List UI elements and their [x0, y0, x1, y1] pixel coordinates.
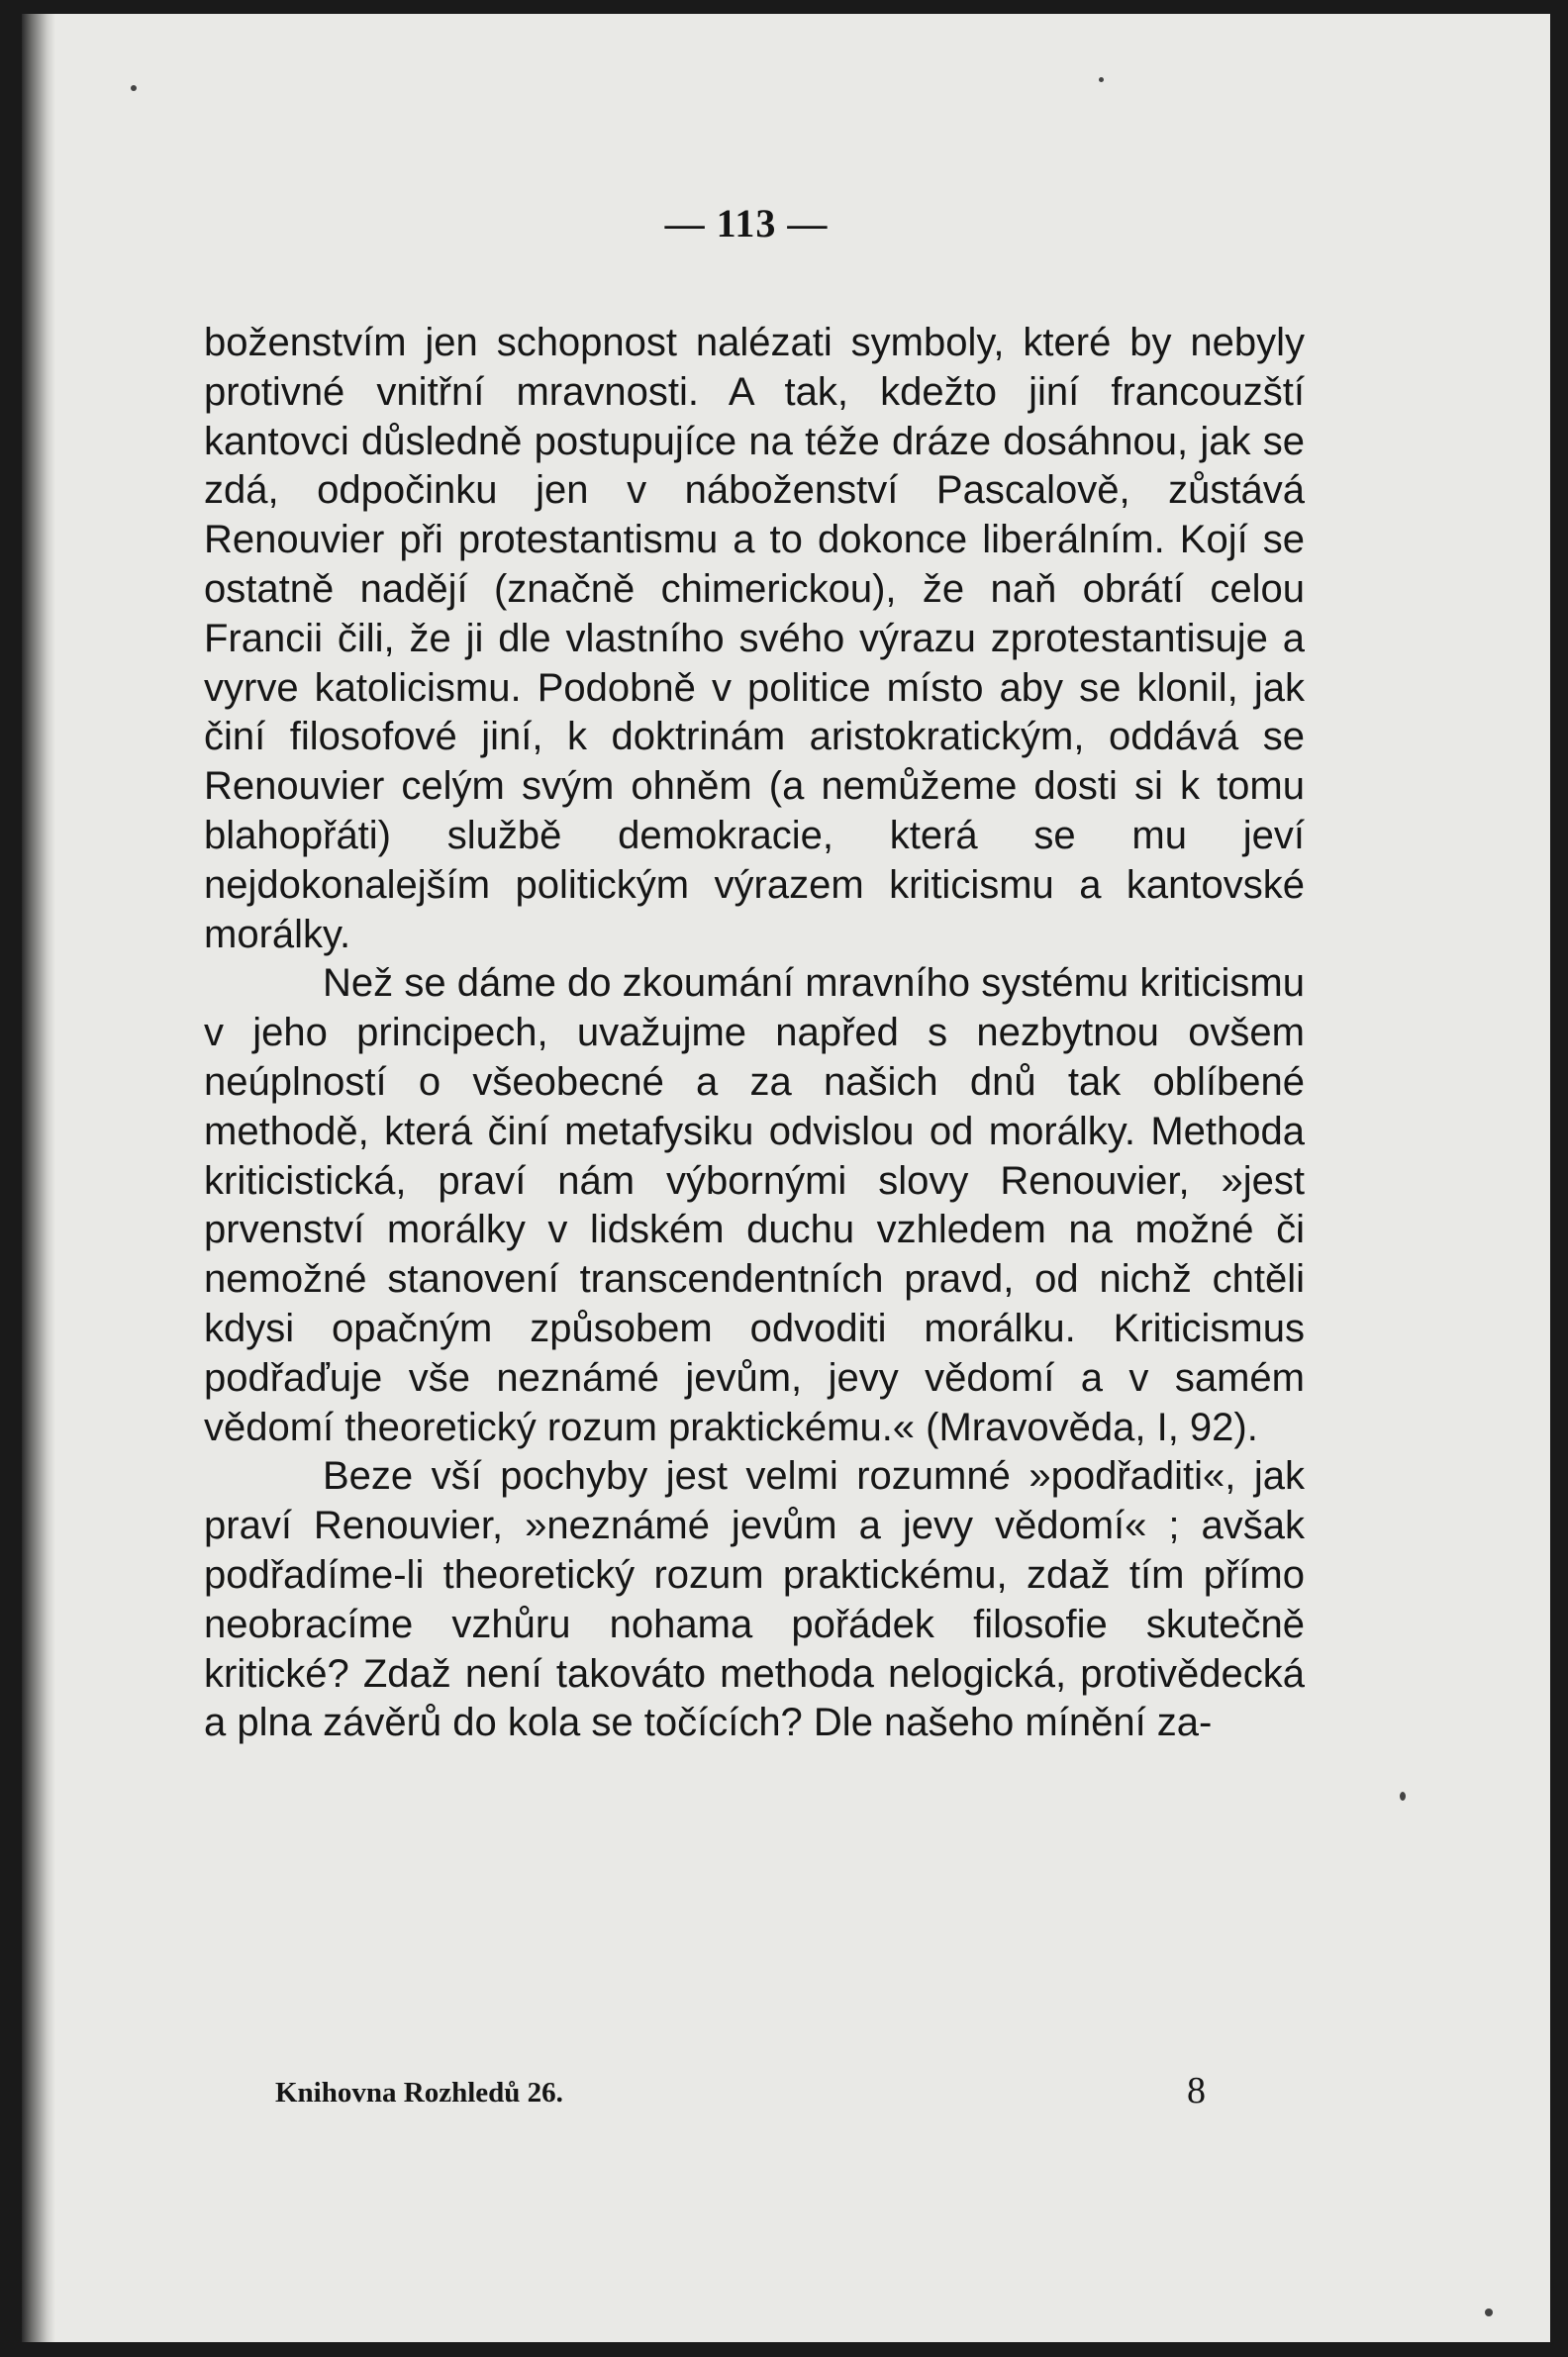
signature-mark: 8 [1187, 2070, 1206, 2111]
paper-speck [1485, 2308, 1493, 2316]
paragraph-2: Než se dáme do zkoumání mravního systému kriticismu v jeho principech, uvažujme napřed s nezbytnou ovšem neúplností o všeobecné a za našich dnů tak oblíbené methodě, která činí metafysiku odvislou od morálky. Methoda kriticistická, praví nám výbornými slovy Renouvier, »jest prvenství morálky v lidském duchu vzhledem na možné či nemožné stanovení transcendentních pravd, od nichž chtěli kdysi opačným způsobem odvoditi morálku. Kriticismus podřaďuje vše neznámé jevům, jevy vědomí a v samém vědomí theoretický rozum praktickému.« (Mravověda, I, 92). [204, 961, 1305, 1449]
page-number: — 113 — [664, 201, 829, 246]
paragraph-3: Beze vší pochyby jest velmi rozumné »podřaditi«, jak praví Renouvier, »neznámé jevům a jevy vědomí« ; avšak podřadíme-li theoretický rozum praktickému, zdaž tím přímo neobracíme vzhůru nohama pořádek filosofie skutečně kritické? Zdaž není takováto methoda nelogická, protivědecká a plna závěrů do kola se točících? Dle našeho mínění za- [204, 1454, 1305, 1745]
paper-speck [131, 85, 137, 91]
paper-speck [1099, 77, 1104, 82]
binding-shadow [22, 14, 55, 2342]
paper-speck [1400, 1792, 1406, 1801]
paragraph-1: boženstvím jen schopnost nalézati symboly, které by nebyly protivné vnitřní mravnosti. A tak, kdežto jiní francouzští kantovci důsledně postupujíce na téže dráze dosáhnou, jak se zdá, odpočinku jen v náboženství Pascalově, zůstává Renouvier při protestantismu a to dokonce liberálním. Kojí se ostatně nadějí (značně chimerickou), že naň obrátí celou Francii čili, že ji dle vlastního svého výrazu zprotestantisuje a vyrve katolicismu. Podobně v politice místo aby se klonil, jak činí filosofové jiní, k doktrinám aristokratickým, oddává se Renouvier celým svým ohněm (a nemůžeme dosti si k tomu blahopřáti) službě demokracie, která se mu jeví nejdokonalejším politickým výrazem kriticismu a kantovské morálky. [204, 321, 1305, 956]
body-text [204, 319, 1305, 1748]
footer-signature: Knihovna Rozhledů 26. [275, 2077, 563, 2109]
book-page [22, 14, 1550, 2342]
